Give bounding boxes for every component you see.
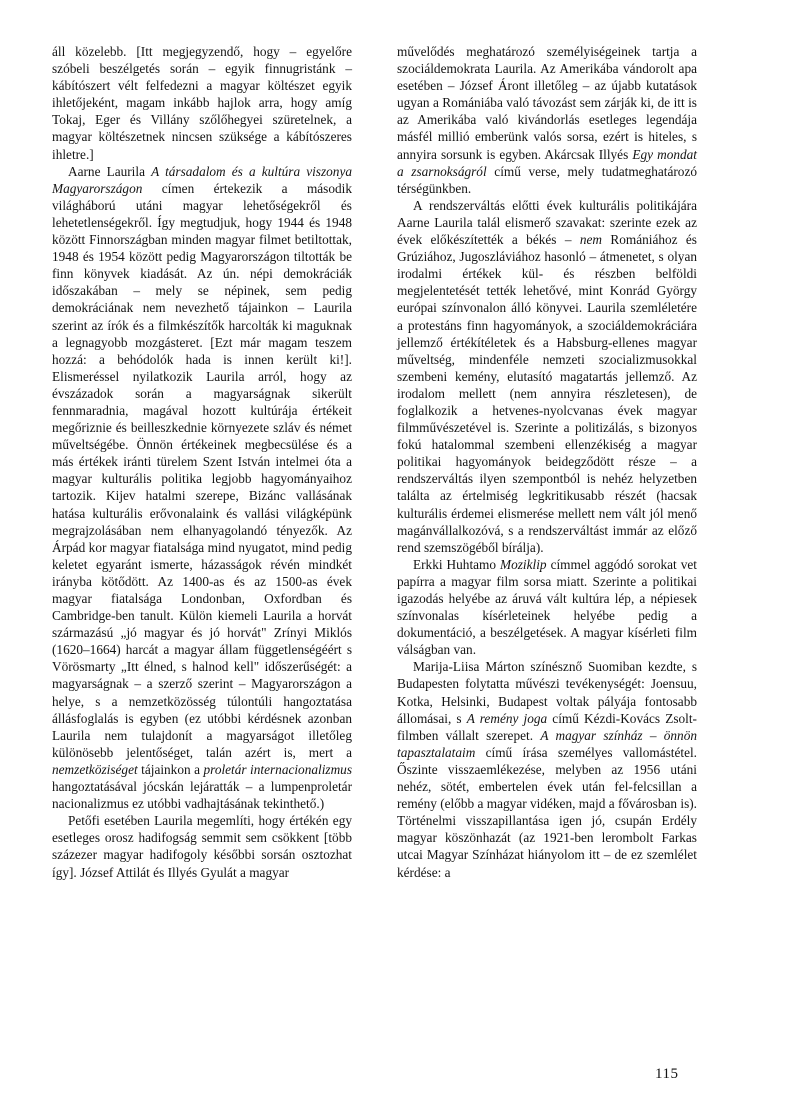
text-run: Aarne Laurila	[68, 163, 152, 179]
paragraph	[397, 43, 697, 197]
text-run: Petőfi esetében Laurila megemlíti, hogy értékén egy esetleges orosz hadifogság semmit sem csökkent [több százezer magyar hadifogoly későbbi sorsán osztozhat így]. József Attilát és Illyés Gyulát a magyar	[52, 813, 352, 880]
italic-text: A magyar színház – önnön tapasztalataim	[397, 727, 698, 760]
text-run: művelődés meghatározó személyiségeinek tartja a szociáldemokrata Laurila. Az Amerikába vándorolt apa esetében – József Áront illetőleg – az újabb kutatások ugyan a Romániába való távozást sem zárják ki, de itt is az Amerikába való kivándorlás esetleges legendája másfél millió emberünk valós sorsa, ezért is hiteles, s annyira sorsunk is egyben. Akárcsak Illyés	[397, 44, 697, 162]
paragraph	[52, 812, 352, 880]
text-run: Romániához és Grúziához, Jugoszláviához hasonló – átmenetet, s olyan irodalmi értékek kül- és részben belföldi megjelentetését tették lehetővé, mint Konrád György európai színvonalon álló könyvei. Laurila szemléletére a protestáns finn hagyományok, a szociáldemokráciára jellemző értékítéletek és a Habsburg-ellenes magyar műveltség, mindenféle nemzeti szocializmusokkal szembeni kemény, elutasító magatartás jellemző. Az irodalom mellett (nem annyira részletesen), de foglalkozik a hetvenes-nyolcvanas évek magyar filmművészetével is. Szerinte a politizálás, s bizonyos fokú hatalommal szembeni ellenzékiség a magyar politikai hagyományok beidegződött része – a rendszerváltás ilyen szempontból is nehéz helyzetben találta az értelmiség legkritikusabb részét (hacsak kulturális érdemei elismerése mellett nem vált jól menő magánvállalkozóvá, s a rendszerváltást immár az előző rend szemszögéből bírálja).	[397, 232, 697, 555]
paragraph	[397, 556, 697, 659]
text-run: címen értekezik a második világháború utáni magyar lehetőségekről és lehetetlenségekről. Így megtudjuk, hogy 1944 és 1948 között Finnországban minden magyar filmet betiltottak, 1948 és 1954 között pedig Magyarországon tiltották be finn könyvek kiadását. Az ún. népi demokráciák időszakában – mely se népinek, sem pedig demokráciának nem nevezhető tájainkon – Laurila szerint az írók és a filmkészítők harcolták ki maguknak a legnagyobb mozgásteret. [Ezt már magam teszem hozzá: a behódolók hada is innen került ki!]. Elismeréssel nyilatkozik Laurila arról, hogy az évszázadok során a magyarságnak sikerült fennmaradnia, magával hozott kultúrája értékeit megőriznie és beilleszkednie környezete szláv és német műveltségébe. Önnön értékeinek megbecsülése és a más értékek iránti türelem Szent István intelmei óta a magyar kulturális politika legjobb hagyományaihoz tartozik. Kijev hatalmi szerepe, Bizánc vallásának hatása kulturális erővonalaink és vallási világképünk megrajzolásában nem elhanyagolandó tényezők. Az Árpád kor magyar fiatalsága mind nyugatot, mind pedig keletet egyaránt ismerte, házasságok révén mindkét irányba kötődött. Az 1400-as és az 1500-as évek magyar fiatalsága Londonban, Oxfordban és Cambridge-ben tanult. Külön kiemeli Laurila a horvát származású „jó magyar és jó horvát" Zrínyi Miklós (1620–1664) harcát a magyar állam függetlenségéért s Vörösmarty „Itt élned, s halnod kell" időszerűségét: a magyarságnak – a szerző szerint – Magyarországon a helye, s a nemzetközösség túlontúli hangoztatása állásfoglalás is egyben (ez utóbbi kérdésnek azonban Laurila nem tulajdonít a magyarságot illetőleg különösebb jelentőséget, talán azért is, mert a	[52, 180, 352, 760]
paragraph	[397, 197, 697, 556]
text-run: tájainkon a	[137, 761, 204, 777]
paragraph	[52, 43, 352, 163]
text-run: című Kézdi-Kovács Zsolt-filmben vállalt szerepet.	[397, 710, 697, 743]
page-number: 115	[655, 1066, 679, 1082]
text-run: áll közelebb. [Itt megjegyzendő, hogy – egyelőre szóbeli beszélgetés során – egyik finnugristánk – kábítószert vélt felfedezni a magyar költészet egyik ihletőjeként, magam inkább hajlok arra, hogy amíg Tokaj, Eger és Villány szőlőhegyei szüretelnek, a magyar költészetnek nincsen szüksége a kábítószeres ihletre.]	[52, 44, 352, 162]
text-run: címmel aggódó sorokat vet papírra a magyar film sorsa miatt. Szerinte a politikai igazodás helyébe az áruvá vált kultúra lép, a népiesek színvonalas kísérleteinek helyébe pedig a dokumentáció, a beszélgetések. A magyar kísérleti film válságban van.	[397, 556, 697, 658]
left-column	[52, 43, 352, 881]
italic-text: nem	[579, 232, 602, 248]
text-run: Marija-Liisa Márton színésznő Suomiban kezdte, s Budapesten folytatta művészi tevékenységét: Joensuu, Kotka, Helsinki, Budapest voltak pályája fontosabb állomásai, s	[397, 659, 697, 726]
paragraph	[397, 658, 697, 880]
right-column	[397, 43, 697, 881]
text-run: című verse, mely tudatmeghatározó térségünkben.	[397, 163, 697, 196]
italic-text: proletár internacionalizmus	[203, 761, 352, 777]
text-run: című írása személyes vallomástétel. Őszinte visszaemlékezése, melyben az 1956 utáni nehéz, sötét, embertelen évek után fel-felcsillan a remény (előbb a magyar vidéken, majd a fővárosban is). Történelmi visszapillantása igen jó, csupán Erdély magyar köszönhazát (az 1921-ben lerombolt Farkas utcai Magyar Színházat hiányolom itt – de ez szemlélet kérdése: a	[397, 744, 697, 880]
italic-text: A remény joga	[466, 710, 548, 726]
italic-text: Moziklip	[500, 556, 547, 572]
text-run: hangoztatásával jócskán lejáratták – a lumpenproletár nacionalizmus ez utóbbi vadhajtásának tekinthető.)	[52, 779, 352, 812]
italic-text: A társadalom és a kultúra viszonya Magyarországon	[52, 163, 353, 196]
text-run: Erkki Huhtamo	[413, 556, 501, 572]
italic-text: nemzetköziséget	[52, 761, 138, 777]
text-run: A rendszerváltás előtti évek kulturális politikájára Aarne Laurila talál elismerő szavakat: szerinte ezek az évek előkészítették a békés –	[397, 197, 697, 248]
paragraph	[52, 163, 352, 813]
italic-text: Egy mondat a zsarnokságról	[397, 146, 698, 179]
